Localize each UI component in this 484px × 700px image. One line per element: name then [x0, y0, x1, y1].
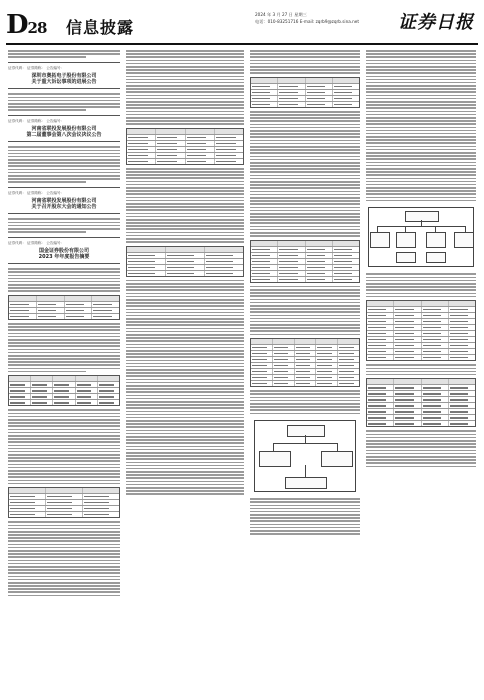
header-rule — [6, 43, 478, 45]
data-table — [126, 128, 244, 165]
notice-lianto-meeting: 证券代码： 证券简称： 公告编号： 河南省联投发展股份有限公司 关于召开股东大会的通知公告 — [8, 187, 120, 214]
dateline: 2024 年 3 月 27 日 星期三 电话：010-83251716 E-mail: zqrb9@zqrb.sina.net — [255, 12, 360, 24]
section-title: 信息披露 — [66, 18, 135, 37]
data-table — [8, 487, 120, 518]
column-4 — [366, 50, 476, 469]
data-table — [8, 295, 120, 320]
notice-guojin-annual-report: 证券代码： 证券简称： 公告编号： 国金证券股份有限公司 2023 年年度报告摘要 — [8, 237, 120, 264]
data-table — [250, 338, 360, 387]
org-chart — [368, 207, 474, 267]
page-number: D28 — [6, 10, 47, 40]
newspaper-logo: 证券日报 — [398, 12, 474, 33]
column-1 — [8, 50, 120, 598]
notice-aoto-litigation: 证券代码： 证券简称： 公告编号： 深圳市奥拓电子股份有限公司 关于重大诉讼事项的进展公告 — [8, 62, 120, 89]
org-chart — [254, 420, 356, 492]
column-2 — [126, 50, 244, 497]
data-table — [250, 77, 360, 108]
notice-lianto-board: 证券代码： 证券简称： 公告编号： 河南省联投发展股份有限公司 第二届董事会第八次会议决议公告 — [8, 115, 120, 142]
data-table — [126, 246, 244, 277]
data-table — [366, 300, 476, 361]
column-3 — [250, 50, 360, 536]
data-table — [366, 378, 476, 427]
data-table — [8, 375, 120, 406]
data-table — [250, 240, 360, 283]
masthead — [0, 0, 484, 44]
